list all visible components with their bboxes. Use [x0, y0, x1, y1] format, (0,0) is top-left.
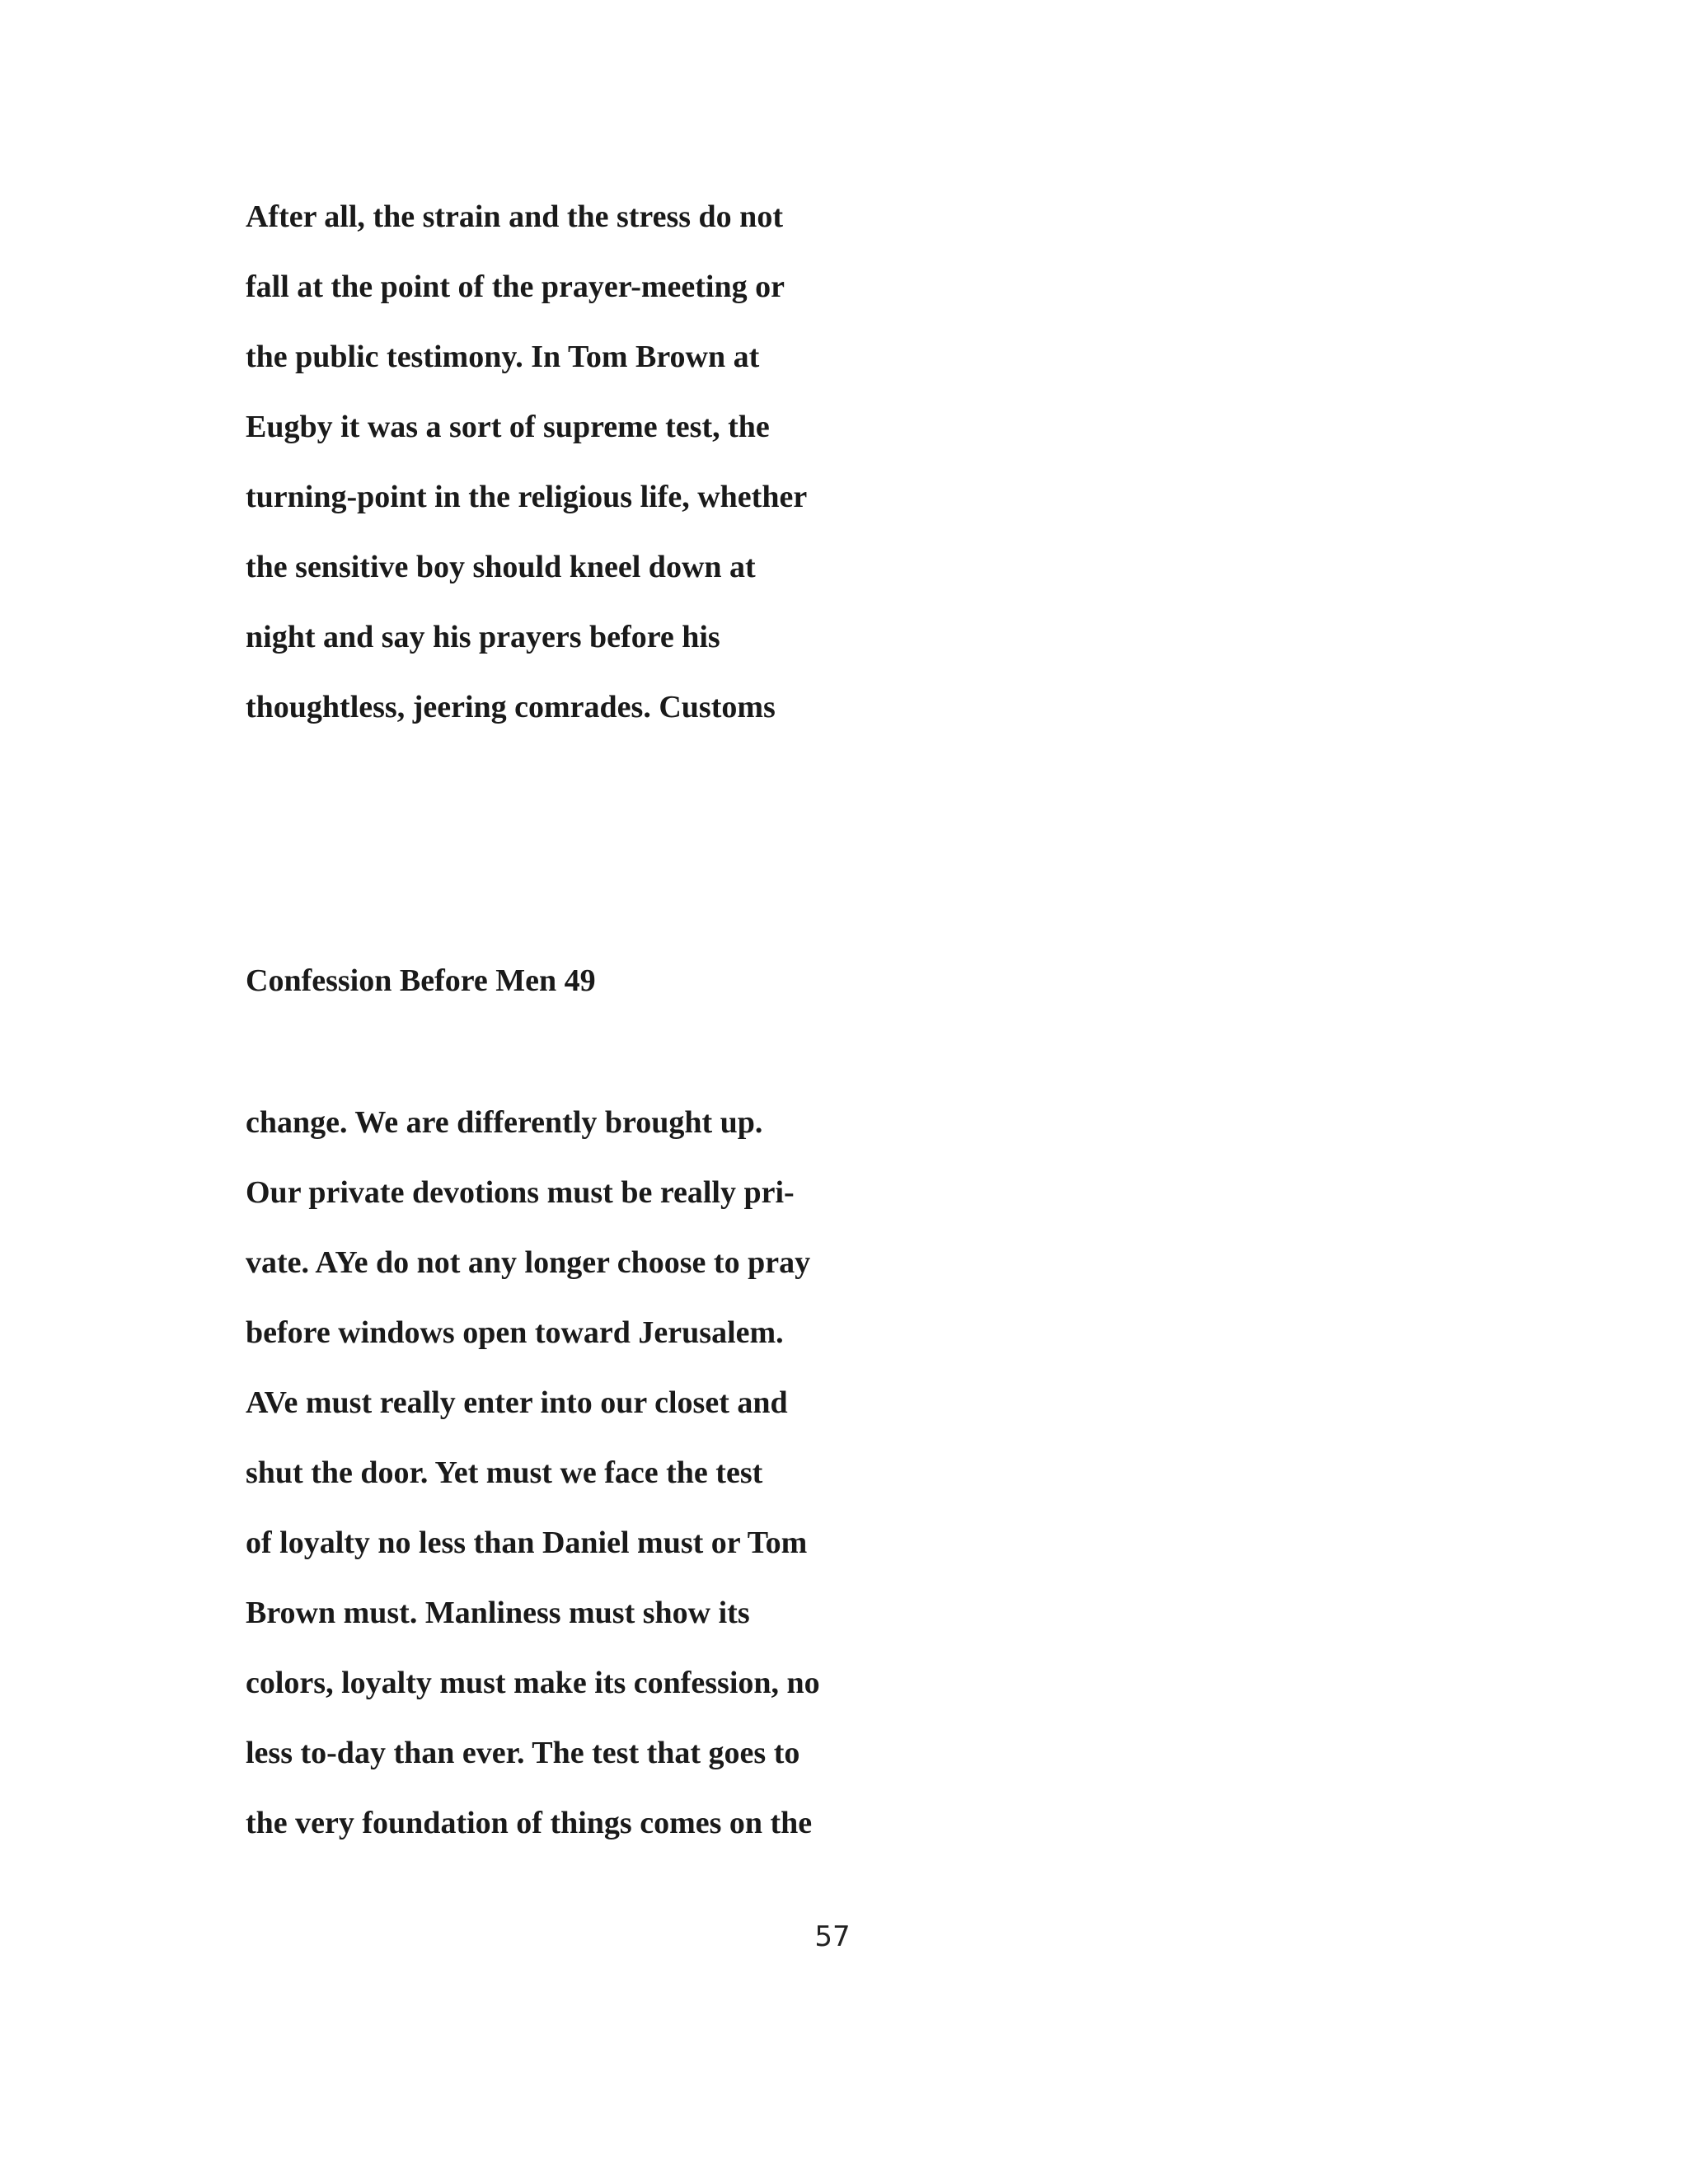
paragraph-bottom: [246, 1088, 1482, 1858]
text-line: before windows open toward Jerusalem.: [246, 1315, 784, 1350]
text-line: night and say his prayers before his: [246, 620, 720, 654]
text-line: colors, loyalty must make its confession, no: [246, 1666, 820, 1700]
text-line: the sensitive boy should kneel down at: [246, 550, 756, 584]
text-line: change. We are differently brought up.: [246, 1105, 763, 1140]
text-line: fall at the point of the prayer-meeting or: [246, 269, 785, 304]
text-line: Eugby it was a sort of supreme test, the: [246, 410, 770, 444]
text-line: less to-day than ever. The test that goes to: [246, 1736, 800, 1770]
text-line: of loyalty no less than Daniel must or Tom: [246, 1526, 808, 1560]
paragraph-top: [246, 182, 1482, 743]
running-header: [246, 946, 1482, 1016]
text-line: thoughtless, jeering comrades. Customs: [246, 690, 776, 724]
text-line: the public testimony. In Tom Brown at: [246, 340, 760, 374]
text-line: vate. AYe do not any longer choose to pray: [246, 1245, 811, 1280]
page-number: 57: [814, 1920, 851, 1953]
text-line: Our private devotions must be really pri-: [246, 1175, 795, 1210]
running-header-text: Confession Before Men 49: [246, 963, 596, 998]
text-line: the very foundation of things comes on the: [246, 1806, 813, 1840]
text-line: shut the door. Yet must we face the test: [246, 1455, 763, 1490]
text-line: Brown must. Manliness must show its: [246, 1596, 750, 1630]
text-line: After all, the strain and the stress do not: [246, 199, 783, 234]
text-line: turning-point in the religious life, whether: [246, 480, 808, 514]
text-line: AVe must really enter into our closet and: [246, 1385, 788, 1420]
